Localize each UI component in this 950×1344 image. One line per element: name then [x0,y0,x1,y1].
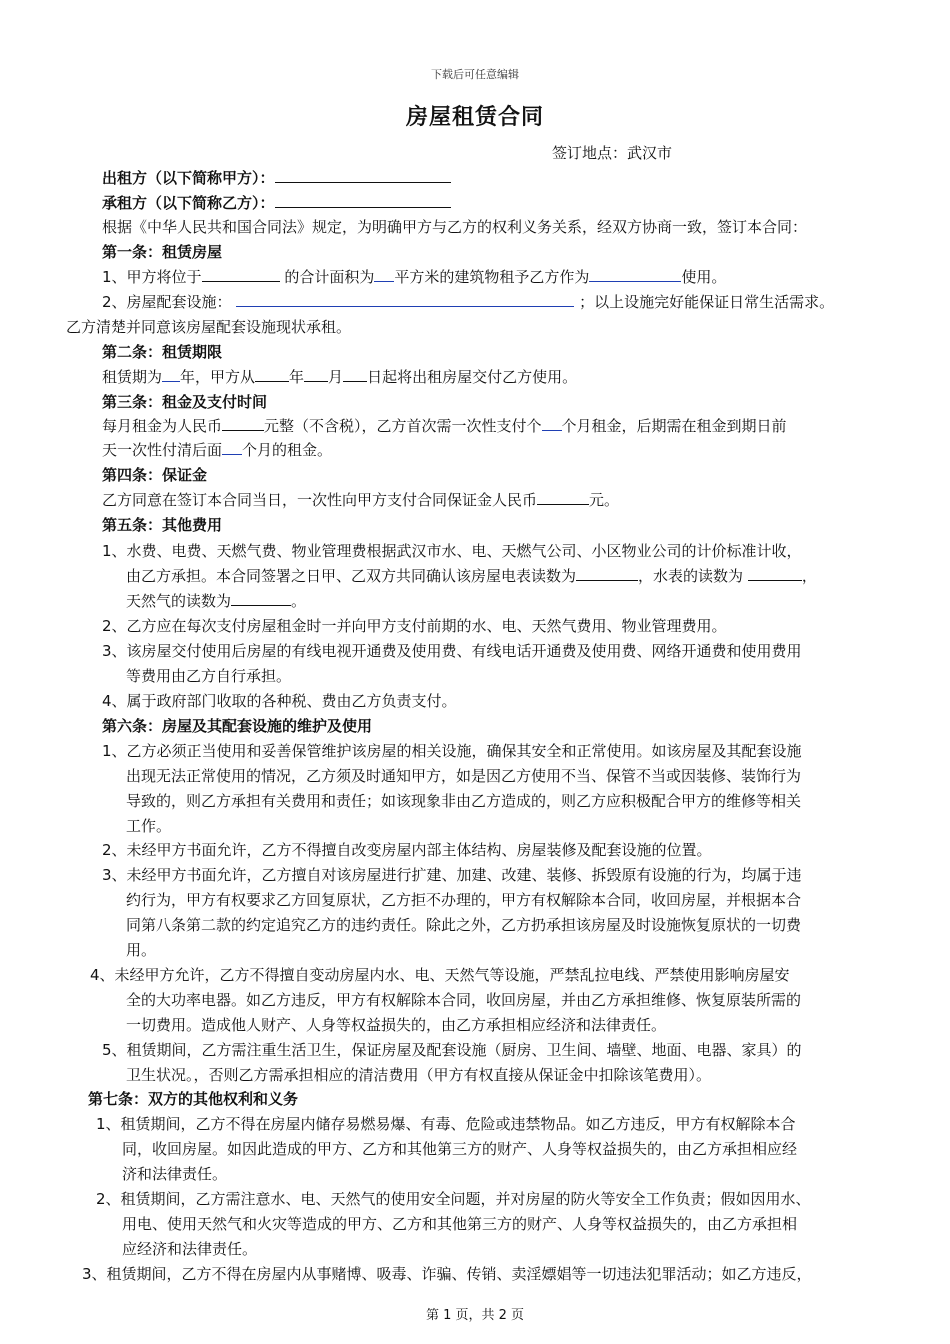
article-7-item-2-cont: 应经济和法律责任。 [122,1240,258,1258]
article-2-heading: 第二条：租赁期限 [102,343,223,361]
article-6-item-3-cont: 用。 [126,941,157,959]
lessee-label: 承租方（以下简称乙方）： [102,194,275,212]
water-reading-blank[interactable] [748,566,802,581]
start-day-blank[interactable] [343,367,367,382]
article-2-text: 租赁期为 年，甲方从 年 月 日起将出租房屋交付乙方使用。 [102,368,578,386]
article-6-item-4-cont: 全的大功率电器。如乙方违反，甲方有权解除本合同，收回房屋，并由乙方承担维修、恢复原装所需的 [126,991,802,1009]
article-6-item-3-cont: 同第八条第二款的约定追究乙方的违约责任。除此之外，乙方扔承担该房屋及时设施恢复原状的一切费 [126,916,802,934]
lessor-blank[interactable] [275,168,451,183]
article-5-item-1-cont: 由乙方承担。本合同签署之日甲、乙双方共同确认该房屋电表读数为 ，水表的读数为 ， [126,567,817,585]
article-7-item-2: 2、租赁期间，乙方需注意水、电、天然气的使用安全问题，并对房屋的防火等安全工作负责；假如因用水、 [96,1190,811,1208]
electric-reading-blank[interactable] [576,566,638,581]
article-5-item-3-cont: 等费用由乙方自行承担。 [126,667,292,685]
facilities-blank[interactable] [236,292,574,307]
article-1-item-2: 2、房屋配套设施： ；以上设施完好能保证日常生活需求。 [102,293,835,311]
location-blank[interactable] [202,267,280,282]
intro-text: 根据《中华人民共和国合同法》规定，为明确甲方与乙方的权利义务关系，经双方协商一致，签订本合同： [102,218,808,236]
article-6-item-1-cont: 工作。 [126,817,172,835]
lessor-line [102,168,451,188]
later-months-blank[interactable] [222,440,242,455]
article-7-item-1-cont: 同，收回房屋。如因此造成的甲方、乙方和其他第三方的财产、人身等权益损失的，由乙方承担相应经 [122,1140,798,1158]
usage-blank[interactable] [589,267,681,282]
deposit-blank[interactable] [537,490,589,505]
area-blank[interactable] [374,267,394,282]
document-title: 房屋租赁合同 [405,105,544,130]
article-6-item-4-cont: 一切费用。造成他人财产、人身等权益损失的，由乙方承担相应经济和法律责任。 [126,1016,667,1034]
article-6-item-4: 4、未经甲方允许，乙方不得擅自变动房屋内水、电、天然气等设施，严禁乱拉电线、严禁使用影响房屋安 [90,966,790,984]
header-note: 下载后可任意编辑 [431,68,519,81]
article-6-item-5-cont: 卫生状况。，否则乙方需承担相应的清洁费用（甲方有权直接从保证金中扣除该笔费用）。 [126,1066,712,1084]
article-3-line-1: 每月租金为人民币 元整（不含税），乙方首次需一次性支付个 个月租金，后期需在租金到期日前 [102,417,787,435]
article-4-heading: 第四条：保证金 [102,466,208,484]
article-5-item-3: 3、该房屋交付使用后房屋的有线电视开通费及使用费、有线电话开通费及使用费、网络开通费和使用费用 [102,642,802,660]
article-5-item-4: 4、属于政府部门收取的各种税、费由乙方负责支付。 [102,692,457,710]
signing-place: 签订地点：武汉市 [552,144,673,162]
rent-amount-blank[interactable] [222,416,264,431]
lessee-blank[interactable] [275,193,451,208]
article-7-item-3: 3、租赁期间，乙方不得在房屋内从事赌博、吸毒、诈骗、传销、卖淫嫖娼等一切违法犯罪活动；如乙方违反， [82,1265,812,1283]
article-6-heading: 第六条：房屋及其配套设施的维护及使用 [102,717,373,735]
article-1-item-1: 1、甲方将位于 的合计面积为 平方米的建筑物租予乙方作为 使用。 [102,268,727,286]
article-1-item-2-cont: 乙方清楚并同意该房屋配套设施现状承租。 [66,318,352,336]
article-6-item-2: 2、未经甲方书面允许，乙方不得擅自改变房屋内部主体结构、房屋装修及配套设施的位置。 [102,841,712,859]
article-5-item-1: 1、水费、电费、天燃气费、物业管理费根据武汉市水、电、天燃气公司、小区物业公司的计价标准计收， [102,542,802,560]
article-1-heading: 第一条：租赁房屋 [102,243,223,261]
article-5-item-1-cont-2: 天然气的读数为 。 [126,592,307,610]
article-4-text: 乙方同意在签订本合同当日，一次性向甲方支付合同保证金人民币 元。 [102,491,620,509]
article-6-item-1: 1、乙方必须正当使用和妥善保管维护该房屋的相关设施，确保其安全和正常使用。如该房屋及其配套设施 [102,742,802,760]
article-6-item-3: 3、未经甲方书面允许，乙方擅自对该房屋进行扩建、加建、改建、装修、拆毁原有设施的行为，均属于违 [102,866,802,884]
first-months-blank[interactable] [542,416,562,431]
article-6-item-3-cont: 约行为，甲方有权要求乙方回复原状，乙方拒不办理的，甲方有权解除本合同，收回房屋，并根据本合 [126,891,802,909]
lessee-line [102,193,451,213]
lessor-label: 出租方（以下简称甲方）： [102,169,275,187]
article-6-item-1-cont: 导致的，则乙方承担有关费用和责任；如该现象非由乙方造成的，则乙方应积极配合甲方的维修等相关 [126,792,802,810]
gas-reading-blank[interactable] [231,591,291,606]
article-7-item-1-cont: 济和法律责任。 [122,1165,228,1183]
article-3-line-2: 天一次性付清后面 个月的租金。 [102,441,333,459]
term-years-blank[interactable] [162,367,180,382]
page-footer: 第 1 页，共 2 页 [425,1308,525,1323]
article-7-item-1: 1、租赁期间，乙方不得在房屋内储存易燃易爆、有毒、危险或违禁物品。如乙方违反，甲方有权解除本合 [96,1115,796,1133]
article-5-heading: 第五条：其他费用 [102,516,223,534]
article-7-item-2-cont: 用电、使用天然气和火灾等造成的甲方、乙方和其他第三方的财产、人身等权益损失的，由乙方承担相 [122,1215,798,1233]
start-month-blank[interactable] [304,367,328,382]
article-3-heading: 第三条：租金及支付时间 [102,393,268,411]
article-6-item-1-cont: 出现无法正常使用的情况，乙方须及时通知甲方，如是因乙方使用不当、保管不当或因装修、装饰行为 [126,767,802,785]
article-7-heading: 第七条：双方的其他权利和义务 [88,1090,299,1108]
article-6-item-5: 5、租赁期间，乙方需注重生活卫生，保证房屋及配套设施（厨房、卫生间、墙壁、地面、电器、家具）的 [102,1041,802,1059]
article-5-item-2: 2、乙方应在每次支付房屋租金时一并向甲方支付前期的水、电、天然气费用、物业管理费用。 [102,617,727,635]
start-year-blank[interactable] [255,367,289,382]
